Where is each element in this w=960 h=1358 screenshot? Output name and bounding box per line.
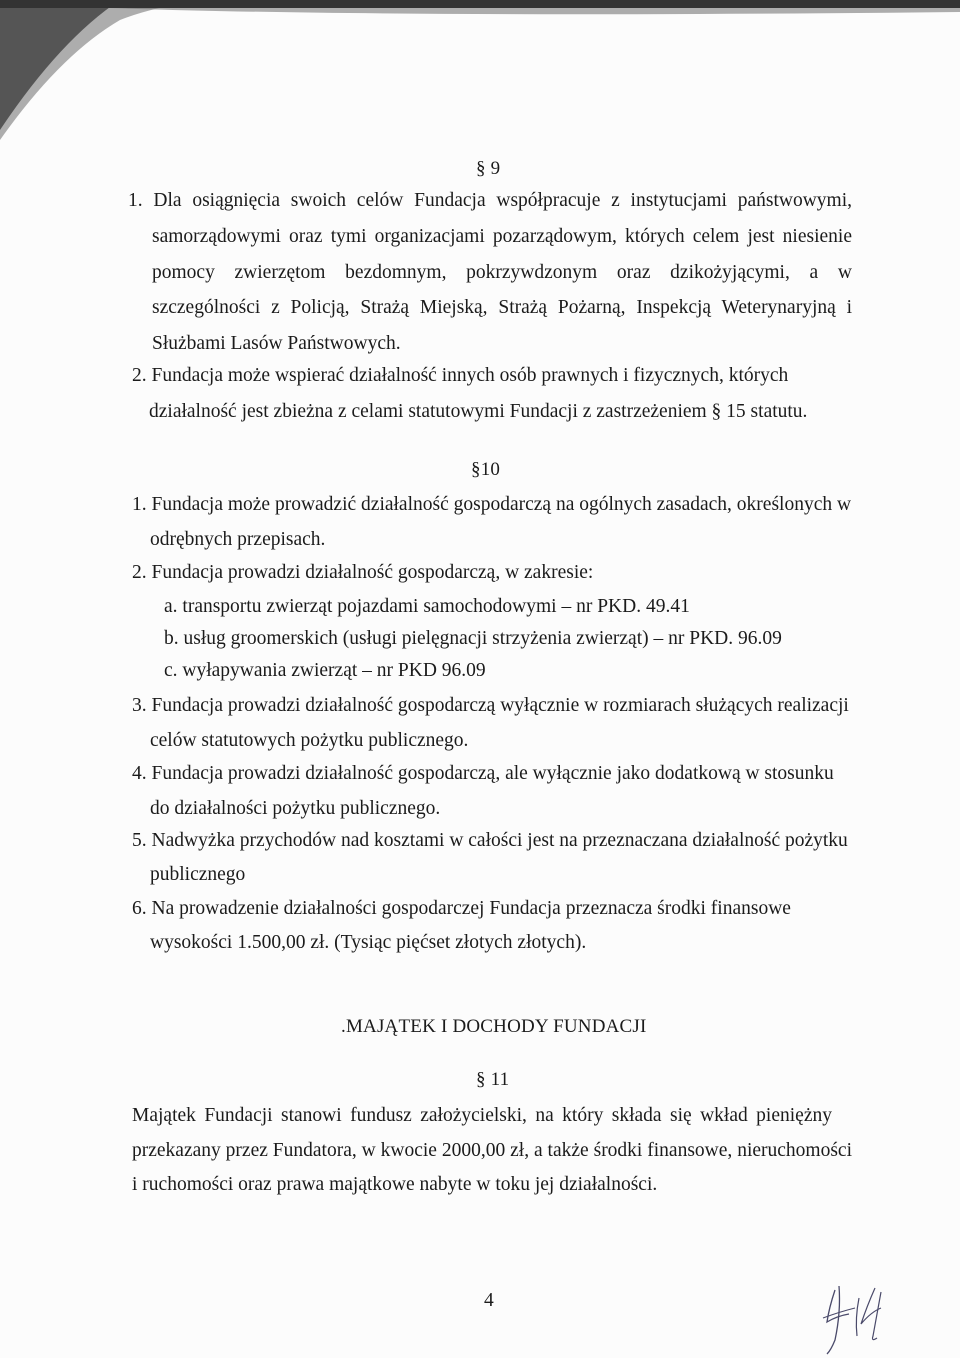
- sec9-p2-line1: 2. Fundacja może wspierać działalność innych osób prawnych i fizycznych, których: [132, 365, 789, 386]
- sec9-p1-line4: szczególności z Policją, Strażą Miejską, Strażą Pożarną, Inspekcją Weterynaryjną i: [152, 297, 852, 318]
- sec10-p6-line1: 6. Na prowadzenie działalności gospodarczej Fundacja przeznacza środki finansowe: [132, 898, 791, 919]
- sec10-p3-line2: celów statutowych pożytku publicznego.: [150, 730, 469, 751]
- sec10-item-b: b. usług groomerskich (usługi pielęgnacji strzyżenia zwierząt) – nr PKD. 96.09: [164, 628, 782, 649]
- sec10-p2: 2. Fundacja prowadzi działalność gospodarczą, w zakresie:: [132, 562, 594, 583]
- section-10-heading: §10: [471, 459, 501, 480]
- sec11-p1-line3: i ruchomości oraz prawa majątkowe nabyte w toku jej działalności.: [132, 1174, 658, 1195]
- sec10-p1-line1: 1. Fundacja może prowadzić działalność gospodarczą na ogólnych zasadach, określonych w: [132, 494, 852, 515]
- sec9-p2-line2: działalność jest zbieżna z celami statutowymi Fundacji z zastrzeżeniem § 15 statutu.: [149, 401, 808, 422]
- handwritten-signature: [815, 1278, 895, 1356]
- scan-edge-shadow: [0, 0, 960, 140]
- sec10-p4-line2: do działalności pożytku publicznego.: [150, 798, 441, 819]
- sec10-p5-line1: 5. Nadwyżka przychodów nad kosztami w całości jest na przeznaczana działalność pożytku: [132, 830, 848, 851]
- sec10-item-a: a. transportu zwierząt pojazdami samochodowymi – nr PKD. 49.41: [164, 596, 690, 617]
- page-number: 4: [484, 1290, 494, 1311]
- sec10-p3-line1: 3. Fundacja prowadzi działalność gospodarczą wyłącznie w rozmiarach służących realizacji: [132, 695, 849, 716]
- section-11-heading: § 11: [476, 1069, 510, 1090]
- sec11-p1-line2: przekazany przez Fundatora, w kwocie 2000,00 zł, a także środki finansowe, nieruchomości: [132, 1140, 852, 1161]
- sec10-p6-line2: wysokości 1.500,00 zł. (Tysiąc pięćset złotych złotych).: [150, 932, 587, 953]
- sec10-p1-line2: odrębnych przepisach.: [150, 529, 326, 550]
- sec9-p1-line1: 1. Dla osiągnięcia swoich celów Fundacja współpracuje z instytucjami państwowymi,: [128, 190, 852, 211]
- sec11-p1-line1: Majątek Fundacji stanowi fundusz założycielski, na który składa się wkład pieniężny: [132, 1105, 832, 1126]
- sec9-p1-line5: Służbami Lasów Państwowych.: [152, 333, 401, 354]
- chapter-title: .MAJĄTEK I DOCHODY FUNDACJI: [341, 1016, 647, 1037]
- sec10-item-c: c. wyłapywania zwierząt – nr PKD 96.09: [164, 660, 486, 681]
- sec9-p1-line2: samorządowymi oraz tymi organizacjami pozarządowym, których celem jest niesienie: [152, 226, 852, 247]
- sec10-p4-line1: 4. Fundacja prowadzi działalność gospodarczą, ale wyłącznie jako dodatkową w stosunku: [132, 763, 834, 784]
- section-9-heading: § 9: [476, 158, 501, 179]
- sec10-p5-line2: publicznego: [150, 864, 246, 885]
- sec9-p1-line3: pomocy zwierzętom bezdomnym, pokrzywdzonym oraz dzikożyjącymi, a w: [152, 262, 852, 283]
